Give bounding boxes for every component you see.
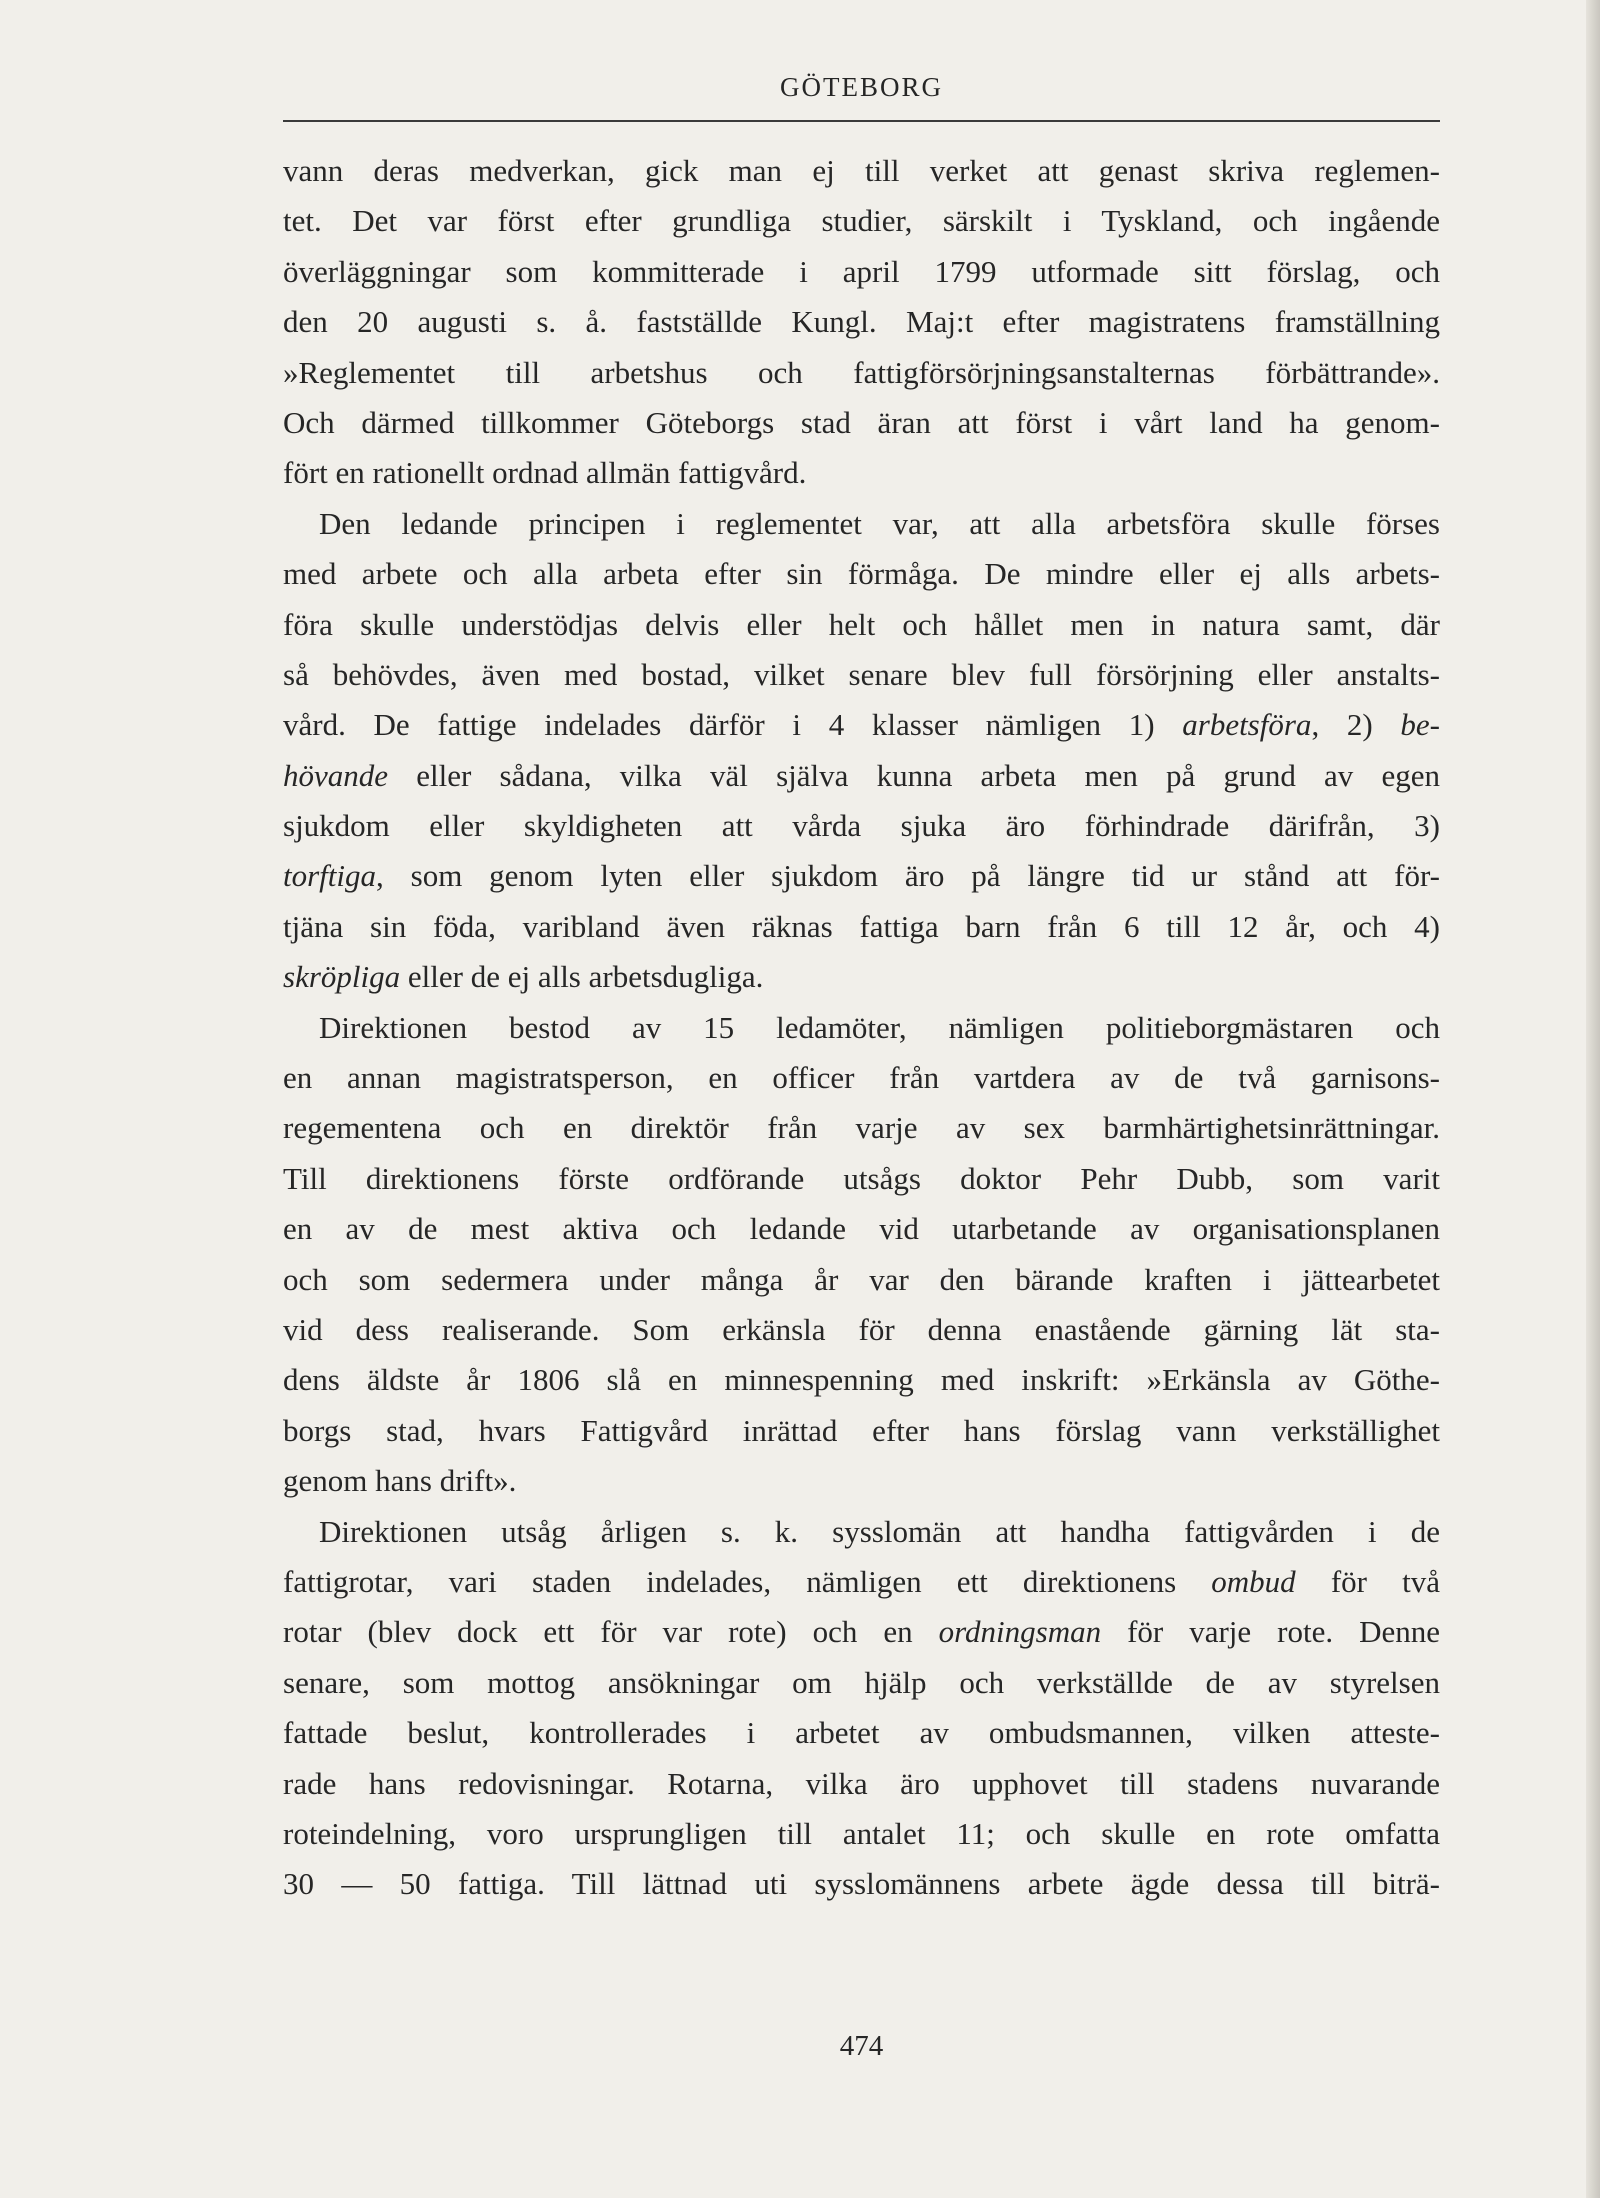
text-line: sjukdom eller skyldigheten att vårda sjuka äro förhindrade därifrån, 3) (283, 808, 1440, 844)
italic-term: arbetsföra (1182, 707, 1312, 743)
text-line: Till direktionens förste ordförande utsågs doktor Pehr Dubb, som varit (283, 1160, 1440, 1196)
text-line: vid dess realiserande. Som erkänsla för denna enastående gärning lät sta- (283, 1311, 1440, 1347)
text-line: borgs stad, hvars Fattigvård inrättad efter hans förslag vann verkställighet (283, 1412, 1440, 1448)
text-line: en annan magistratsperson, en officer från vartdera av de två garnisons- (283, 1060, 1440, 1096)
page-number: 474 (839, 2030, 884, 2062)
text-line: Direktionen bestod av 15 ledamöter, nämligen politieborgmästaren och (319, 1009, 1440, 1045)
italic-term: ombud (1211, 1563, 1296, 1599)
text-line: Den ledande principen i reglementet var, att alla arbetsföra skulle förses (319, 505, 1440, 541)
header-rule (283, 120, 1440, 122)
text-line: föra skulle understödjas delvis eller helt och hållet men in natura samt, där (283, 606, 1440, 642)
text-line: den 20 augusti s. å. fastställde Kungl. Maj:t efter magistratens framställning (283, 304, 1440, 340)
italic-term: be- (1400, 707, 1440, 743)
text-segment: , som genom lyten eller sjukdom äro på längre tid ur stånd att för- (376, 858, 1440, 894)
text-line (283, 1557, 1440, 1607)
text-line (283, 700, 1440, 750)
text-line (283, 851, 1440, 901)
text-line: tet. Det var först efter grundliga studier, särskilt i Tyskland, och ingående (283, 203, 1440, 239)
text-line: senare, som mottog ansökningar om hjälp och verkställde de av styrelsen (283, 1664, 1440, 1700)
text-segment: eller sådana, vilka väl själva kunna arbeta men på grund av egen (388, 757, 1440, 793)
text-line (283, 751, 1440, 801)
text-line: 30 — 50 fattiga. Till lättnad uti sysslomännens arbete ägde dessa till biträ- (283, 1866, 1440, 1902)
text-line: genom hans drift». (283, 1463, 517, 1499)
text-line: tjäna sin föda, varibland även räknas fattiga barn från 6 till 12 år, och 4) (283, 908, 1440, 944)
text-line: fört en rationellt ordnad allmän fattigvård. (283, 455, 807, 491)
text-line: och som sedermera under många år var den bärande kraften i jättearbetet (283, 1261, 1440, 1297)
text-line: med arbete och alla arbeta efter sin förmåga. De mindre eller ej alls arbets- (283, 556, 1440, 592)
text-line: roteindelning, voro ursprungligen till antalet 11; och skulle en rote omfatta (283, 1815, 1440, 1851)
running-header: GÖTEBORG (780, 72, 943, 102)
text-line: »Reglementet till arbetshus och fattigförsörjningsanstalternas förbättrande». (283, 354, 1440, 390)
italic-term: torftiga (283, 858, 377, 894)
text-line: så behövdes, även med bostad, vilket senare blev full försörjning eller anstalts- (283, 656, 1440, 692)
text-line: en av de mest aktiva och ledande vid utarbetande av organisationsplanen (283, 1211, 1440, 1247)
text-line: Och därmed tillkommer Göteborgs stad äran att först i vårt land ha genom- (283, 404, 1440, 440)
text-line: dens äldste år 1806 slå en minnespenning med inskrift: »Erkänsla av Göthe- (283, 1362, 1440, 1398)
body-text (283, 146, 1440, 1910)
italic-term: ordningsman (938, 1614, 1102, 1650)
text-segment: , 2) (1311, 707, 1401, 743)
text-segment: vård. De fattige indelades därför i 4 klasser nämligen 1) (283, 707, 1183, 743)
text-segment: eller de ej alls arbetsdugliga. (400, 959, 764, 995)
italic-term: hövande (283, 757, 389, 793)
text-line: vann deras medverkan, gick man ej till verket att genast skriva reglemen- (283, 153, 1440, 188)
page-edge-shadow (1586, 0, 1600, 2198)
text-line: regementena och en direktör från varje av sex barmhärtighetsinrättningar. (283, 1110, 1440, 1146)
text-segment: fattigrotar, vari staden indelades, nämligen ett direktionens (283, 1563, 1212, 1599)
text-line: fattade beslut, kontrollerades i arbetet av ombudsmannen, vilken atteste- (283, 1715, 1440, 1751)
italic-term: skröpliga (283, 959, 401, 995)
text-segment: för två (1295, 1563, 1440, 1599)
text-segment: rotar (blev dock ett för var rote) och en (283, 1614, 939, 1650)
text-line: Direktionen utsåg årligen s. k. sysslomän att handha fattigvården i de (319, 1513, 1440, 1549)
text-line: överläggningar som kommitterade i april 1799 utformade sitt förslag, och (283, 253, 1440, 289)
text-segment: för varje rote. Denne (1101, 1614, 1440, 1650)
text-line: rade hans redovisningar. Rotarna, vilka äro upphovet till stadens nuvarande (283, 1765, 1440, 1801)
text-line (283, 1607, 1440, 1657)
text-line (283, 952, 1440, 1002)
